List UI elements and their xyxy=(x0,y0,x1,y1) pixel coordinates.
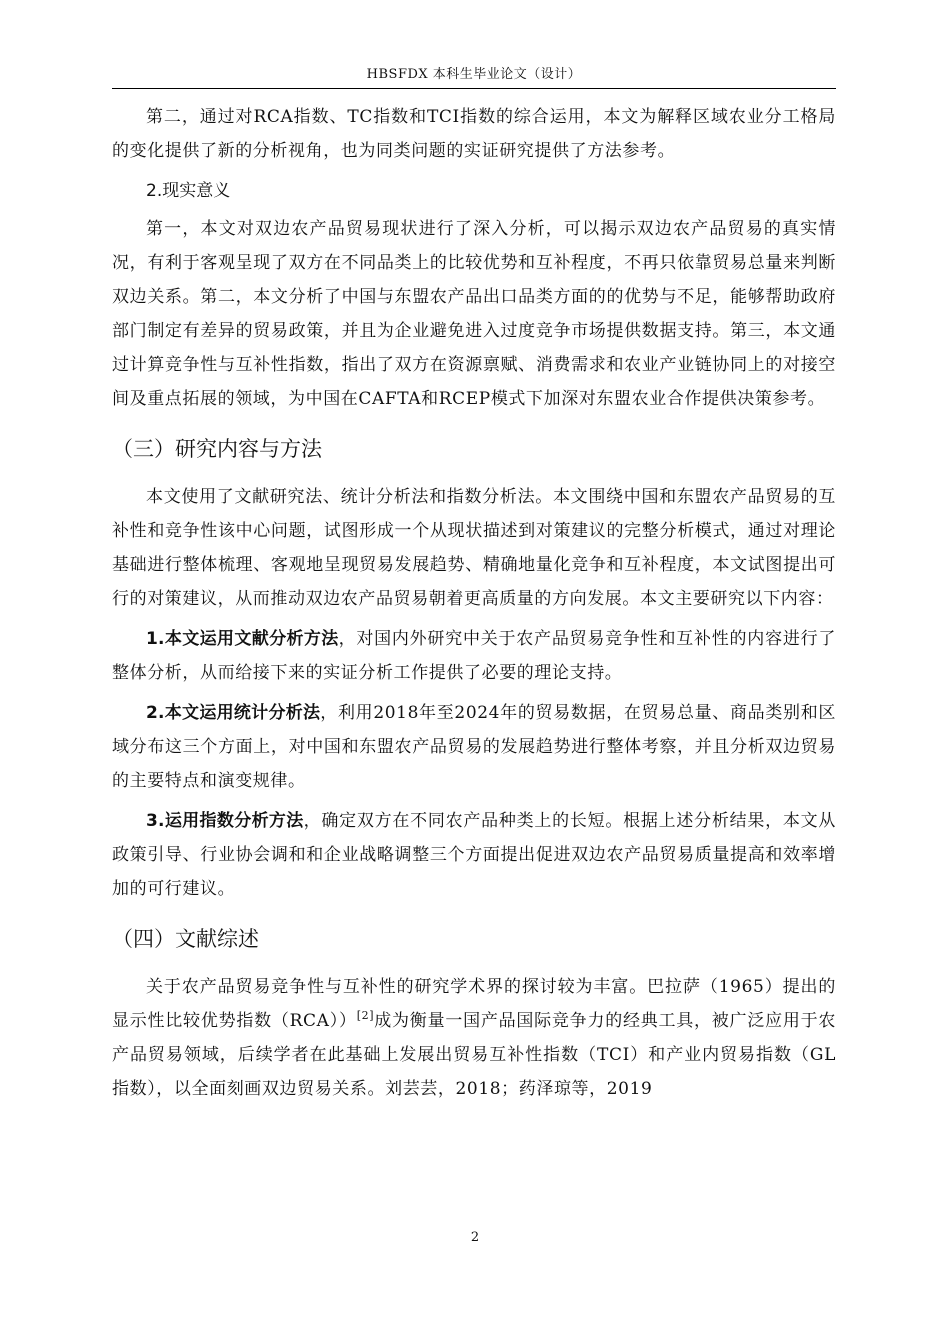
list-item-lead: 1.本文运用文献分析方法 xyxy=(146,629,339,649)
page-number: 2 xyxy=(470,1230,480,1245)
list-item-statistical-method xyxy=(112,696,836,798)
list-item-literature-method xyxy=(112,622,836,690)
section-title-literature-review: （四）文献综述 xyxy=(112,927,259,951)
section-title-research-methods: （三）研究内容与方法 xyxy=(112,437,322,461)
paragraph-research-methods: 本文使用了文献研究法、统计分析法和指数分析法。本文围绕中国和东盟农产品贸易的互补性和竞争性该中心问题，试图形成一个从现状描述到对策建议的完整分析模式，通过对理论基础进行整体梳理、客观地呈现贸易发展趋势、精确地量化竞争和互补程度，本文试图提出可行的对策建议，从而推动双边农产品贸易朝着更高质量的方向发展。本文主要研究以下内容： xyxy=(112,487,836,609)
citation-reference[interactable]: [2] xyxy=(356,1009,375,1022)
subheading-practical-significance: 2.现实意义 xyxy=(146,181,231,201)
list-item-index-method xyxy=(112,804,836,906)
literature-text-part1: 关于农产品贸易竞争性与互补性的研究学术界的探讨较为丰富。巴拉萨（1965）提出的显示性比较优势指数（RCA）） xyxy=(112,977,836,1031)
list-item-text: ，利用2018年至2024年的贸易数据，在贸易总量、商品类别和区域分布这三个方面上，对中国和东盟农产品贸易的发展趋势进行整体考察，并且分析双边贸易的主要特点和演变规律。 xyxy=(112,703,836,791)
paragraph-theoretical-significance-2: 第二，通过对RCA指数、TC指数和TCI指数的综合运用，本文为解释区域农业分工格局的变化提供了新的分析视角，也为同类问题的实证研究提供了方法参考。 xyxy=(112,107,836,161)
literature-text-part2: 成为衡量一国产品国际竞争力的经典工具，被广泛应用于农产品贸易领域，后续学者在此基础上发展出贸易互补性指数（TCI）和产业内贸易指数（GL指数），以全面刻画双边贸易关系。刘芸芸，2018；药泽琼等，2019 xyxy=(112,1011,836,1099)
page-body xyxy=(112,100,836,1106)
paragraph-practical-significance: 第一，本文对双边农产品贸易现状进行了深入分析，可以揭示双边农产品贸易的真实情况，有利于客观呈现了双方在不同品类上的比较优势和互补程度，不再只依靠贸易总量来判断双边关系。第二，本文分析了中国与东盟农产品出口品类方面的的优势与不足，能够帮助政府部门制定有差异的贸易政策，并且为企业避免进入过度竞争市场提供数据支持。第三，本文通过计算竞争性与互补性指数，指出了双方在资源禀赋、消费需求和农业产业链协同上的对接空间及重点拓展的领域，为中国在CAFTA和RCEP模式下加深对东盟农业合作提供决策参考。 xyxy=(112,219,836,409)
list-item-lead: 2.本文运用统计分析法 xyxy=(146,703,321,723)
list-item-text: ，对国内外研究中关于农产品贸易竞争性和互补性的内容进行了整体分析，从而给接下来的实证分析工作提供了必要的理论支持。 xyxy=(112,629,836,683)
running-header: HBSFDX 本科生毕业论文（设计） xyxy=(366,67,582,82)
header-rule xyxy=(112,88,836,89)
list-item-text: ，确定双方在不同农产品种类上的长短。根据上述分析结果，本文从政策引导、行业协会调和和企业战略调整三个方面提出促进双边农产品贸易质量提高和效率增加的可行建议。 xyxy=(112,811,836,899)
paragraph-literature-review xyxy=(112,970,836,1106)
list-item-lead: 3.运用指数分析方法 xyxy=(146,811,304,831)
